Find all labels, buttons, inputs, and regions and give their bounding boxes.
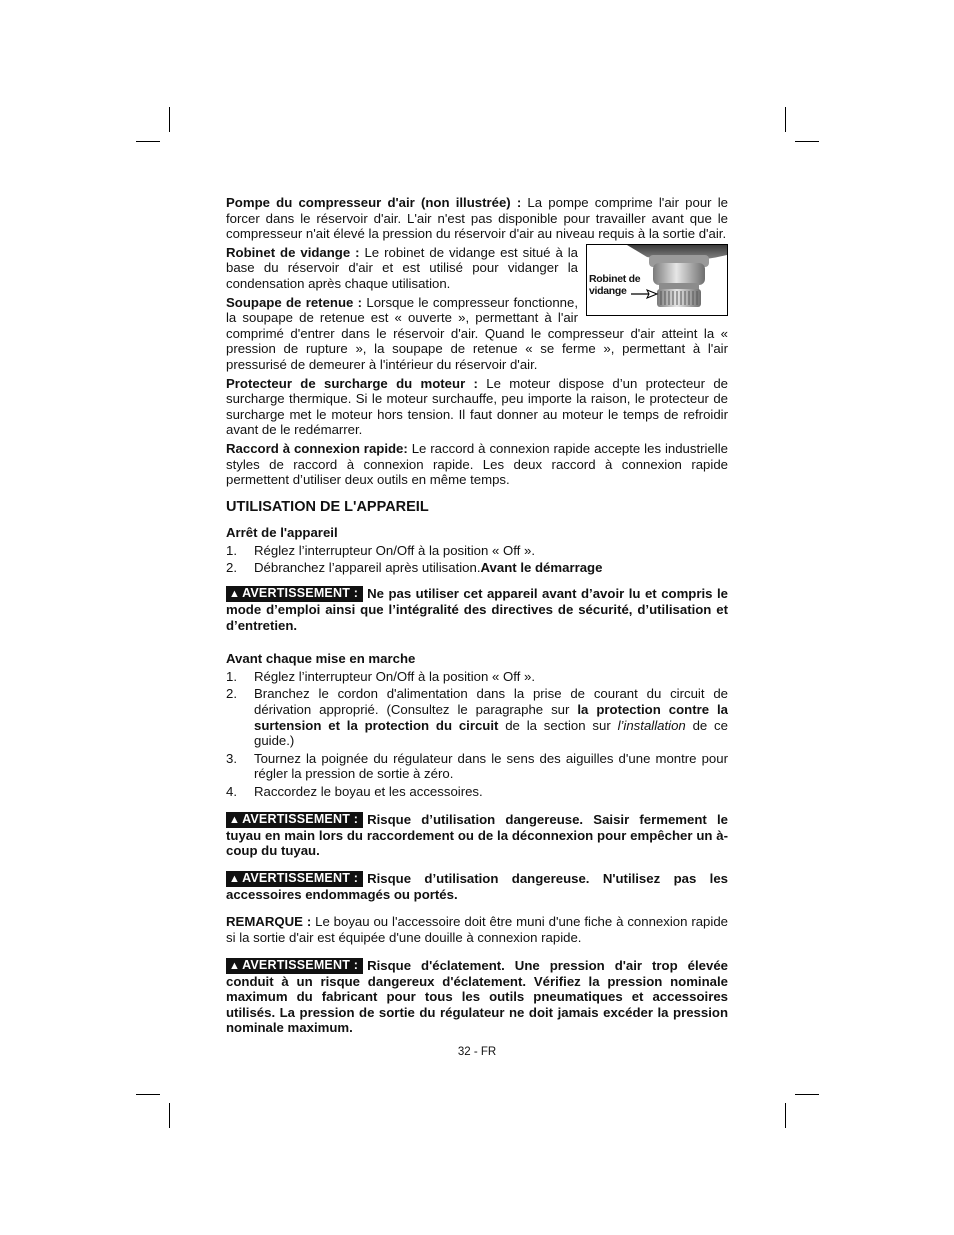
robinet-label: Robinet de vidange : bbox=[226, 244, 360, 260]
list-text: Débranchez l’appareil après utilisation. bbox=[254, 560, 481, 576]
list-text: Réglez l’interrupteur On/Off à la position « Off ». bbox=[254, 668, 535, 684]
soupape-text: Lorsque le compresseur fonctionne, la soupape de retenue est « ouverte », permettant à l'air comprimé d'entrer dans le réservoir d'air. Quand le compresseur d'air atteint la « pression de rupture », la soupape de retenue « se ferme », permettant à l'air pressurisé de demeurer à l'intérieur du réservoir d'air. bbox=[226, 294, 728, 372]
warning-text: Ne pas utiliser cet appareil avant d’avoir lu et compris le mode d’emploi ainsi que l’intégralité des directives de sécurité, d’utilisation et d’entretien. bbox=[226, 586, 728, 633]
figure-label-line1: Robinet de bbox=[589, 272, 641, 285]
avant-heading: Avant chaque mise en marche bbox=[226, 651, 416, 667]
raccord-text: Le raccord à connexion rapide accepte les industrielle styles de raccord à connexion rapide. Les deux raccord à connexion rapide permettent d’utiliser deux outils en même temps. bbox=[226, 440, 728, 488]
warning-text: Risque d’utilisation dangereuse. N'utilisez pas les accessoires endommagés ou portés. bbox=[226, 870, 728, 902]
list-text: de la section sur bbox=[498, 717, 618, 733]
section-title: UTILISATION DE L'APPAREIL bbox=[226, 498, 429, 515]
raccord-paragraph bbox=[226, 441, 728, 488]
remarque-paragraph bbox=[226, 914, 728, 945]
warning-paragraph bbox=[226, 871, 728, 903]
drain-valve-figure bbox=[586, 244, 728, 316]
list-number: 1. bbox=[226, 542, 237, 558]
list-text: Réglez l’interrupteur On/Off à la position « Off ». bbox=[254, 542, 535, 558]
badge-label: AVERTISSEMENT : bbox=[242, 870, 359, 885]
remarque-text: Le boyau ou l'accessoire doit être muni d'une fiche à connexion rapide si la sortie d'air est équipée d'une douille à connexion rapide. bbox=[226, 914, 728, 945]
warning-triangle-icon: ▲ bbox=[229, 813, 241, 826]
list-text: Branchez le cordon d'alimentation dans la prise de courant du circuit de dérivation approprié. (Consultez le paragraphe sur bbox=[254, 686, 728, 718]
warning-text: Risque d’utilisation dangereuse. Saisir fermement le tuyau en main lors du raccordement ou de la déconnexion pour empêcher un à-coup du tuyau. bbox=[226, 811, 728, 859]
warning-badge bbox=[226, 958, 363, 974]
list-item bbox=[226, 784, 728, 800]
robinet-text: Le robinet de vidange est situé à la base du réservoir d'air et est utilisé pour vidanger la condensation après chaque utilisation. bbox=[226, 244, 578, 291]
crop-mark bbox=[136, 1094, 160, 1095]
badge-label: AVERTISSEMENT : bbox=[242, 811, 359, 826]
warning-badge bbox=[226, 871, 363, 887]
list-text: Tournez la poignée du régulateur dans le sens des aiguilles d'une montre pour régler la pression de sortie à zéro. bbox=[254, 750, 728, 782]
list-text-bold: la protection contre la surtension et la protection du circuit bbox=[254, 702, 729, 733]
list-text-italic: l’installation bbox=[617, 717, 686, 733]
list-item bbox=[226, 560, 728, 576]
list-number: 2. bbox=[226, 560, 237, 576]
crop-mark bbox=[169, 107, 170, 132]
protecteur-paragraph bbox=[226, 376, 728, 438]
figure-label-line2: vidange bbox=[589, 284, 627, 297]
list-text: Raccordez le boyau et les accessoires. bbox=[254, 784, 483, 799]
soupape-label: Soupape de retenue : bbox=[226, 294, 363, 310]
warning-paragraph bbox=[226, 958, 728, 1036]
list-number: 3. bbox=[226, 750, 237, 766]
list-text-bold: Avant le démarrage bbox=[480, 560, 603, 576]
figure-label bbox=[589, 273, 640, 297]
protecteur-label: Protecteur de surcharge du moteur : bbox=[226, 375, 478, 391]
pompe-paragraph bbox=[226, 195, 728, 242]
list-item bbox=[226, 543, 728, 559]
crop-mark bbox=[795, 1094, 819, 1095]
warning-paragraph bbox=[226, 586, 728, 633]
arrow-head-icon bbox=[647, 290, 657, 298]
badge-label: AVERTISSEMENT : bbox=[242, 586, 359, 601]
list-item bbox=[226, 686, 728, 748]
warning-triangle-icon: ▲ bbox=[229, 872, 241, 885]
page-content bbox=[226, 195, 728, 1036]
crop-mark bbox=[795, 141, 819, 142]
arret-list bbox=[226, 543, 728, 576]
list-item bbox=[226, 751, 728, 782]
remarque-label: REMARQUE : bbox=[226, 914, 312, 930]
list-number: 1. bbox=[226, 668, 237, 684]
arret-heading: Arrêt de l'appareil bbox=[226, 525, 338, 541]
list-number: 2. bbox=[226, 686, 237, 702]
crop-mark bbox=[169, 1103, 170, 1128]
warning-badge bbox=[226, 812, 363, 828]
list-text: de ce guide.) bbox=[254, 717, 728, 749]
pompe-label: Pompe du compresseur d'air (non illustrée) : bbox=[226, 195, 522, 210]
warning-triangle-icon: ▲ bbox=[229, 959, 241, 972]
pompe-text: La pompe comprime l'air pour le forcer dans le réservoir d'air. L'air n'est pas disponible pour travailler avant que le compresseur n'ait élevé la pression du réservoir d'air au niveau requis à la sortie d'air. bbox=[226, 195, 728, 242]
avant-list bbox=[226, 669, 728, 800]
list-number: 4. bbox=[226, 784, 237, 799]
raccord-label: Raccord à connexion rapide: bbox=[226, 440, 408, 456]
warning-text: Risque d'éclatement. Une pression d'air trop élevée conduit à un risque dangereux d'éclatement. Vérifiez la pression nominale maximum du fabricant pour tous les outils pneumatiques et accessoires utilisés. La pression de sortie du régulateur ne doit jamais excéder la pression nominale maximum. bbox=[226, 957, 728, 1036]
protecteur-text: Le moteur dispose d’un protecteur de surcharge thermique. Si le moteur surchauffe, peu importe la raison, le protecteur de surcharge met le moteur hors tension. Il faut donner au moteur le temps de refroidir avant de le redémarrer. bbox=[226, 375, 728, 438]
list-item bbox=[226, 669, 728, 685]
crop-mark bbox=[785, 107, 786, 132]
crop-mark bbox=[785, 1103, 786, 1128]
warning-triangle-icon: ▲ bbox=[229, 588, 241, 601]
warning-badge bbox=[226, 586, 363, 602]
badge-label: AVERTISSEMENT : bbox=[242, 957, 359, 972]
warning-paragraph bbox=[226, 812, 728, 859]
page-number: 32 - FR bbox=[457, 1046, 497, 1058]
crop-mark bbox=[136, 141, 160, 142]
